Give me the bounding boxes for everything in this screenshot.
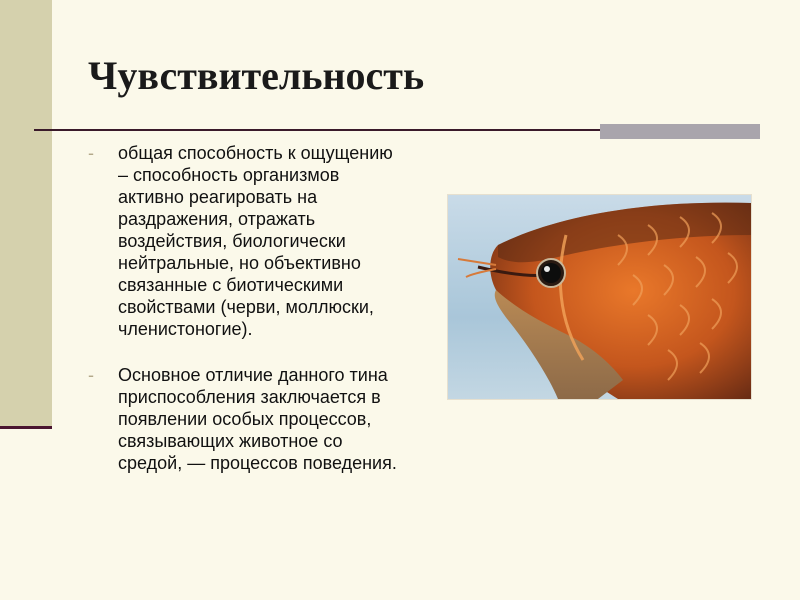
side-band-underline: [0, 426, 52, 429]
slide-title: Чувствительность: [88, 53, 425, 98]
bullet-text: Основное отличие данного тина приспособления заключается в появлении особых процессов, связывающих животное со средой, — процессов поведения.: [118, 365, 397, 473]
bullet-marker: -: [88, 365, 94, 385]
bullet-text: общая способность к ощущению – способность организмов активно реагировать на раздражения, отражать воздействия, биологически нейтральные, но объективно связанные с биотическими свойствами (черви, моллюски, членистоногие).: [118, 143, 393, 339]
fish-photo: [447, 194, 752, 400]
title-divider-accent: [600, 124, 760, 139]
decorative-side-band: [0, 0, 52, 428]
bullet-item: [88, 364, 403, 474]
bullet-marker: -: [88, 143, 94, 163]
bullet-list: [88, 142, 403, 474]
arowana-fish-illustration: [448, 195, 751, 399]
bullet-item: [88, 142, 403, 340]
